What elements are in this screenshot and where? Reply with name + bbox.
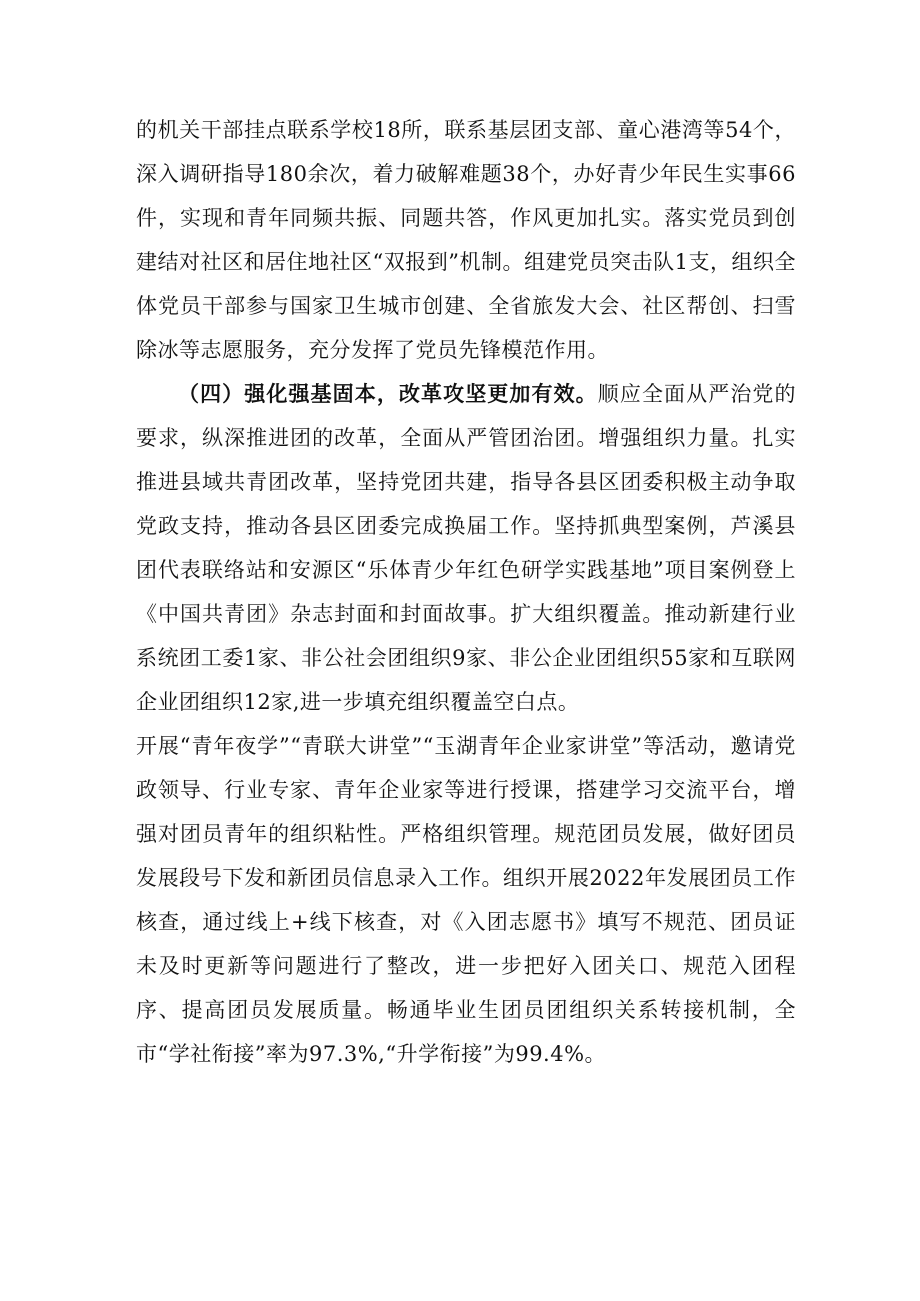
paragraph-section-four — [136, 372, 796, 724]
paragraph-text: 开展“青年夜学”“青联大讲堂”“玉湖青年企业家讲堂”等活动，邀请党政领导、行业专家、青年企业家等进行授课，搭建学习交流平台，增强对团员青年的组织粘性。严格组织管理。规范团员发展，做好团员发展段号下发和新团员信息录入工作。组织开展2022年发展团员工作核查，通过线上+线下核查，对《入团志愿书》填写不规范、团员证未及时更新等问题进行了整改，进一步把好入团关口、规范入团程序、提高团员发展质量。畅通毕业生团员团组织关系转接机制，全市“学社衔接”率为97.3%,“升学衔接”为99.4%。 — [136, 734, 796, 1066]
paragraph-continuation — [136, 108, 796, 372]
document-body — [136, 108, 796, 1076]
paragraph-text: 的机关干部挂点联系学校18所，联系基层团支部、童心港湾等54个，深入调研指导180余次，着力破解难题38个，办好青少年民生实事66件，实现和青年同频共振、同题共答，作风更加扎实。落实党员到创建结对社区和居住地社区“双报到”机制。组建党员突击队1支，组织全体党员干部参与国家卫生城市创建、全省旅发大会、社区帮创、扫雪除冰等志愿服务，充分发挥了党员先锋模范作用。 — [136, 118, 796, 362]
section-heading: （四）强化强基固本，改革攻坚更加有效。 — [178, 381, 598, 406]
paragraph-text: 顺应全面从严治党的要求，纵深推进团的改革，全面从严管团治团。增强组织力量。扎实推进县域共青团改革，坚持党团共建，指导各县区团委积极主动争取党政支持，推动各县区团委完成换届工作。坚持抓典型案例，芦溪县团代表联络站和安源区“乐体青少年红色研学实践基地”项目案例登上《中国共青团》杂志封面和封面故事。扩大组织覆盖。推动新建行业系统团工委1家、非公社会团组织9家、非公企业团组织55家和互联网企业团组织12家,进一步填充组织覆盖空白点。 — [136, 382, 797, 714]
paragraph-activities — [136, 724, 796, 1076]
